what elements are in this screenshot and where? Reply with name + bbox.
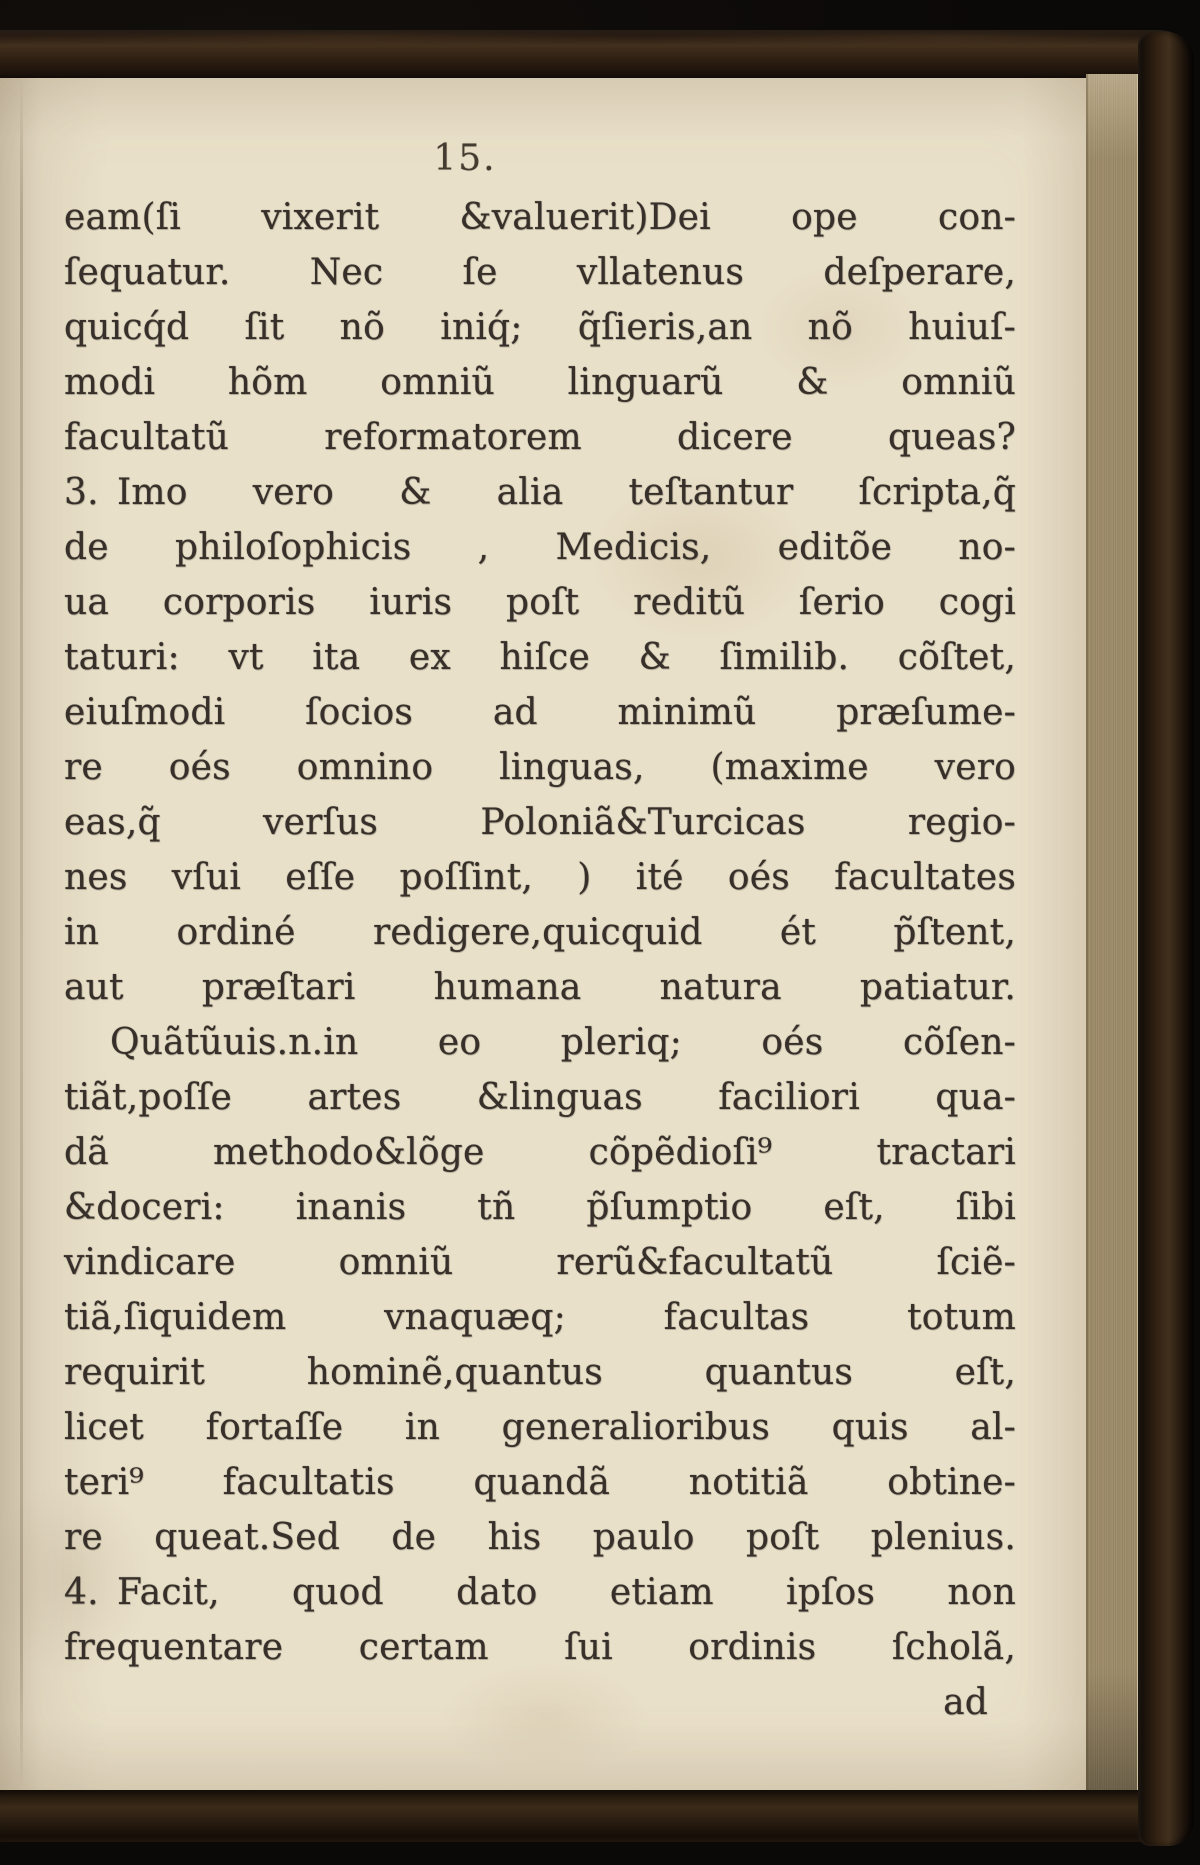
text-line: requirit hominẽ,quantus quantus eſt, — [64, 1352, 1016, 1393]
text-line: 4. Facit, quod dato etiam ipſos non — [64, 1572, 1016, 1613]
text-line: dã methodo&lõge cõpẽdioſi⁹ tractari — [64, 1132, 1016, 1173]
text-line: re oés omnino linguas, (maxime vero — [64, 747, 1016, 788]
text-line: in ordiné redigere,quicquid ét p̃ſtent, — [64, 912, 1016, 953]
gutter-fold — [20, 78, 23, 1790]
text-line: aut præſtari humana natura patiatur. — [64, 967, 1016, 1008]
text-line: eas,q̃ verſus Poloniã&Turcicas regio- — [64, 802, 1016, 843]
text-line: tiãt,poſſe artes &linguas faciliori qua- — [64, 1077, 1016, 1118]
text-line: &doceri: inanis tñ p̃ſumptio eſt, ſibi — [64, 1187, 1016, 1228]
text-line: vindicare omniũ rerũ&facultatũ ſciẽ- — [64, 1242, 1016, 1283]
book-cover-bottom-edge — [0, 1786, 1192, 1842]
text-line: taturi: vt ita ex hiſce & ſimilib. cõſtet, — [64, 637, 1016, 678]
text-line: nes vſui eſſe poſſint, ) ité oés facultates — [64, 857, 1016, 898]
text-line: tiã,ſiquidem vnaquæq; facultas totum — [64, 1297, 1016, 1338]
text-line: de philoſophicis , Medicis, editõe no- — [64, 527, 1016, 568]
page-fore-edge — [1086, 74, 1141, 1790]
text-line: ſequatur. Nec ſe vllatenus deſperare, — [64, 252, 1016, 293]
text-line: eam(ſi vixerit &valuerit)Dei ope con- — [64, 197, 1016, 238]
text-line: quicq́d ſit nõ iniq́; q̃ſieris,an nõ huiuſ- — [64, 307, 1016, 348]
text-line: modi hõm omniũ linguarũ & omniũ — [64, 362, 1016, 403]
text-line: eiuſmodi ſocios ad minimũ præſume- — [64, 692, 1016, 733]
text-line: ua corporis iuris poſt reditũ ſerio cogi — [64, 582, 1016, 623]
catchword: ad — [943, 1682, 988, 1723]
book-cover-top-edge — [0, 30, 1190, 82]
text-line: licet fortaſſe in generalioribus quis al- — [64, 1407, 1016, 1448]
text-line: re queat.Sed de his paulo poſt plenius. — [64, 1517, 1016, 1558]
text-line: 3. Imo vero & alia teſtantur ſcripta,q̃ — [64, 472, 1016, 513]
text-line: teri⁹ facultatis quandã notitiã obtine- — [64, 1462, 1016, 1503]
book-cover-right-edge — [1138, 32, 1194, 1846]
book-page — [0, 78, 1092, 1790]
text-line: Quãtũuis.n.in eo pleriq; oés cõſen- — [110, 1022, 1016, 1063]
page-number: 15. — [433, 138, 497, 179]
text-line: facultatũ reformatorem dicere queas? — [64, 417, 1016, 458]
page-text — [64, 190, 1016, 1730]
text-line: frequentare certam ſui ordinis ſcholã, — [64, 1627, 1016, 1668]
